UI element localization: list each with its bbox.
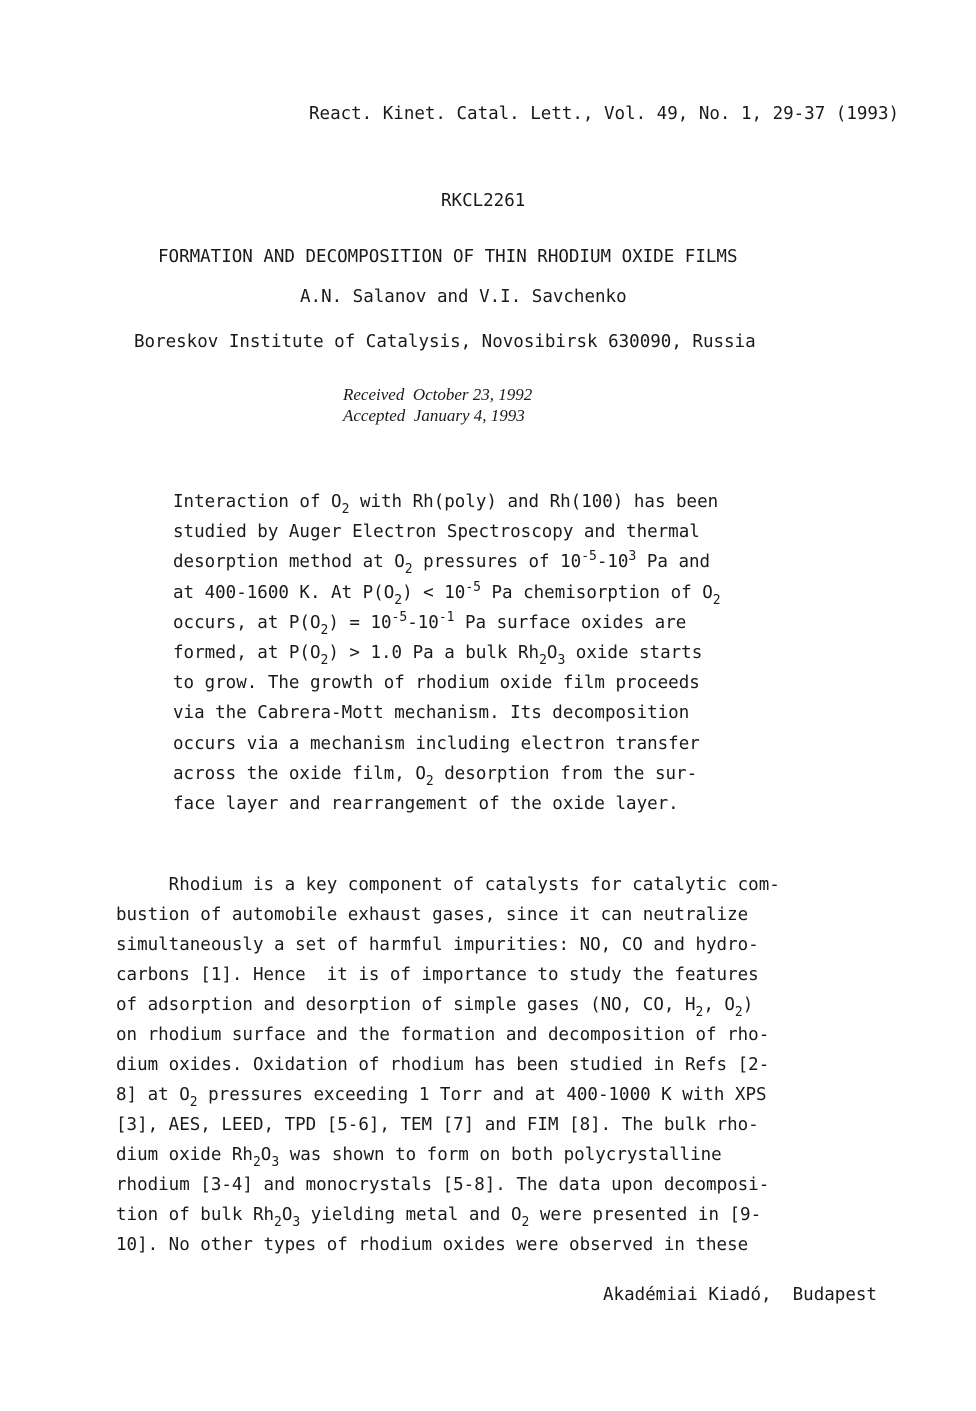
- abstract-line: via the Cabrera-Mott mechanism. Its decomposition: [173, 703, 690, 724]
- body-line: on rhodium surface and the formation and decomposition of rho-: [116, 1025, 770, 1045]
- body-line: dium oxide $Rh_2O_3$ was shown to form on both polycrystalline: [116, 1145, 722, 1170]
- abstract-line: across the oxide film, $O_2$ desorption from the sur-: [173, 763, 698, 789]
- journal-reference: React. Kinet. Catal. Lett., Vol. 49, No. 1, 29-37 (1993): [309, 104, 900, 124]
- body-line: dium oxides. Oxidation of rhodium has been studied in Refs [2-: [116, 1055, 770, 1075]
- body-line: 8] at $O_2$ pressures exceeding 1 Torr and at 400-1000 K with XPS: [116, 1085, 767, 1110]
- abstract-line: formed, at $P(O_2) > 1.0$ Pa a bulk $Rh_2O_3$ oxide starts: [173, 643, 703, 668]
- body-line: [3], AES, LEED, TPD [5-6], TEM [7] and FIM [8]. The bulk rho-: [116, 1115, 759, 1135]
- abstract-line: occurs via a mechanism including electron transfer: [173, 733, 700, 754]
- affiliation: Boreskov Institute of Catalysis, Novosibirsk 630090, Russia: [134, 332, 756, 352]
- paper-title: FORMATION AND DECOMPOSITION OF THIN RHODIUM OXIDE FILMS: [158, 247, 738, 267]
- abstract-line: at 400-1600 K. At $P(O_2) < 10^{-5}$ Pa chemisorption of $O_2$: [173, 579, 721, 608]
- body-line: simultaneously a set of harmful impurities: NO, CO and hydro-: [116, 935, 759, 955]
- body-line: carbons [1]. Hence it is of importance to study the features: [116, 965, 759, 985]
- body-line: of adsorption and desorption of simple gases (NO, CO, $H_2$, $O_2$): [116, 995, 754, 1020]
- authors: A.N. Salanov and V.I. Savchenko: [300, 287, 627, 307]
- accepted-date: Accepted January 4, 1993: [343, 406, 525, 425]
- abstract-line: face layer and rearrangement of the oxide layer.: [173, 794, 679, 814]
- abstract-line: to grow. The growth of rhodium oxide film proceeds: [173, 673, 700, 694]
- body-line: rhodium [3-4] and monocrystals [5-8]. The data upon decomposi-: [116, 1175, 770, 1195]
- body-line: Rhodium is a key component of catalysts for catalytic com-: [116, 875, 780, 895]
- body-line: 10]. No other types of rhodium oxides were observed in these: [116, 1235, 749, 1255]
- abstract-line: occurs, at $P(O_2) = 10^{-5}-10^{-1}$ Pa surface oxides are: [173, 609, 687, 638]
- abstract-line: Interaction of $O_2$ with Rh(poly) and Rh(100) has been: [173, 492, 719, 517]
- body-line: tion of bulk $Rh_2O_3$ yielding metal and $O_2$ were presented in [9-: [116, 1205, 762, 1230]
- received-date: Received October 23, 1992: [343, 385, 533, 404]
- article-code: RKCL2261: [441, 191, 526, 211]
- publisher-footer: Akadémiai Kiadó, Budapest: [603, 1285, 877, 1305]
- abstract-line: desorption method at $O_2$ pressures of $10^{-5}-10^3$ Pa and: [173, 549, 711, 578]
- body-line: bustion of automobile exhaust gases, since it can neutralize: [116, 905, 749, 925]
- abstract-line: studied by Auger Electron Spectroscopy and thermal: [173, 522, 700, 543]
